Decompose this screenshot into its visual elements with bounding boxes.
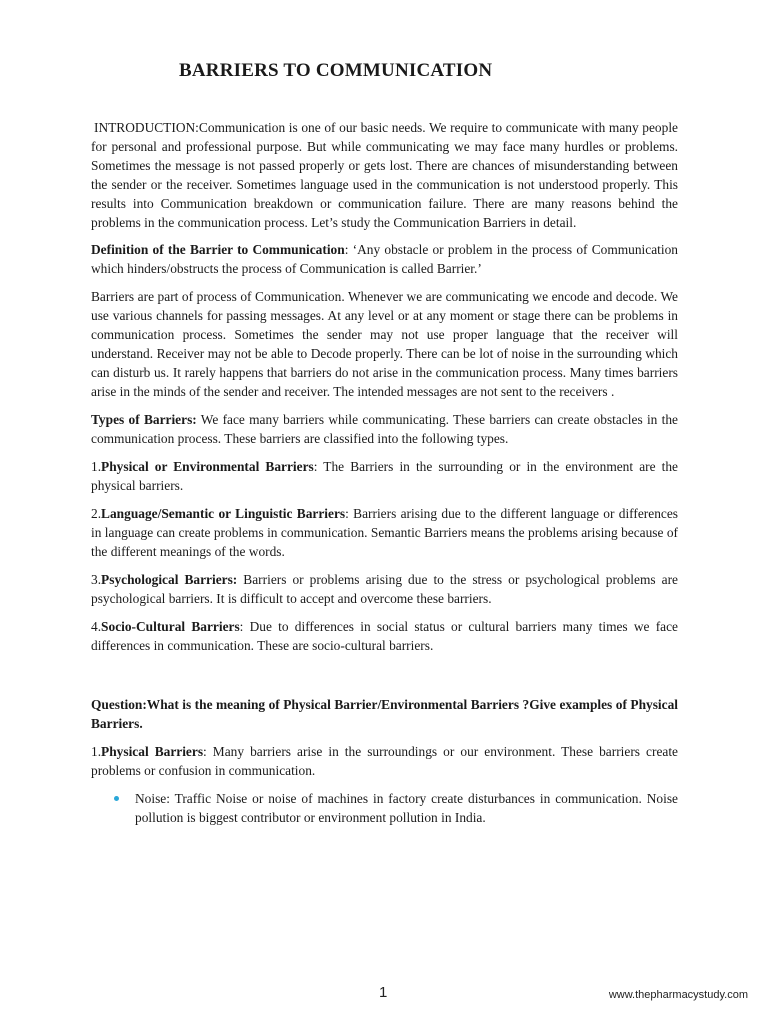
physical-text: : Many barriers arise in the surroundings or our environment. These barriers create problems or confusion in communication. [91,744,678,778]
types-text: We face many barriers while communicating. These barriers can create obstacles in the communication process. These barriers are classified into the following types. [91,412,678,446]
item-number: 2. [91,506,102,521]
list-item [135,789,678,827]
footer-url: www.thepharmacystudy.com [608,989,748,1001]
types-paragraph [91,410,678,448]
bullet-list [91,789,678,827]
item-label: Socio-Cultural Barriers [101,619,240,634]
bullet-dot-icon [114,796,119,801]
intro-paragraph: INTRODUCTION:Communication is one of our basic needs. We require to communicate with many people for personal and professional purpose. But while communicating we may face many hurdles or problems. Sometimes the message is not passed properly or gets lost. There are chances of misunderstanding between the sender or the receiver. Sometimes language used in the communication is not understood properly. This results into Communication breakdown or communication failure. There are many reasons behind the problems in the communication process. Let’s study the Communication Barriers in detail. [91,120,678,230]
barriers-paragraph: Barriers are part of process of Communication. Whenever we are communicating we encode and decode. We use various channels for passing messages. At any level or at any moment or stage there can be problems in communication process. Sometimes the sender may not use proper language that the receiver will understand. Receiver may not be able to Decode properly. There can be lot of noise in the surrounding which can disturb us. It rarely happens that barriers do not arise in the communication process. Many times barriers arise in the minds of the sender and receiver. The intended messages are not sent to the receivers . [91,289,678,399]
types-label: Types of Barriers: [91,412,197,427]
list-item-text: Noise: Traffic Noise or noise of machines in factory create disturbances in communication. Noise pollution is biggest contributor or environment pollution in India. [135,791,678,825]
definition-label: Definition of the Barrier to Communication [91,242,345,257]
item-text: : Due to differences in social status or cultural barriers many times we face differences in communication. These are socio-cultural barriers. [91,619,678,653]
physical-number: 1. [91,744,102,759]
item-label: Psychological Barriers: [101,572,238,587]
page-title: BARRIERS TO COMMUNICATION [179,60,493,81]
item-text: : The Barriers in the surrounding or in the environment are the physical barriers. [91,459,678,493]
item-number: 4. [91,619,102,634]
page-number: 1 [379,984,388,1001]
item-text: Barriers or problems arising due to the stress or psychological problems are psychological barriers. It is difficult to accept and overcome these barriers. [91,572,678,606]
question-heading: Question:What is the meaning of Physical Barrier/Environmental Barriers ?Give examples of Physical Barriers. [91,697,678,731]
physical-label: Physical Barriers [101,744,204,759]
physical-barriers-paragraph [91,742,678,780]
item-number: 3. [91,572,102,587]
barrier-type-item [91,504,678,561]
barrier-type-item [91,617,678,655]
item-label: Language/Semantic or Linguistic Barriers [101,506,346,521]
definition-paragraph [91,240,678,278]
barrier-type-item [91,570,678,608]
item-text: : Barriers arising due to the different language or differences in language can create problems in communication. Semantic Barriers means the problems arising because of the different meanings of the words. [91,506,678,559]
item-label: Physical or Environmental Barriers [101,459,314,474]
barrier-type-item [91,457,678,495]
item-number: 1. [91,459,102,474]
document-page [91,60,678,827]
definition-text: : ‘Any obstacle or problem in the process of Communication which hinders/obstructs the process of Communication is called Barrier.’ [91,242,678,276]
